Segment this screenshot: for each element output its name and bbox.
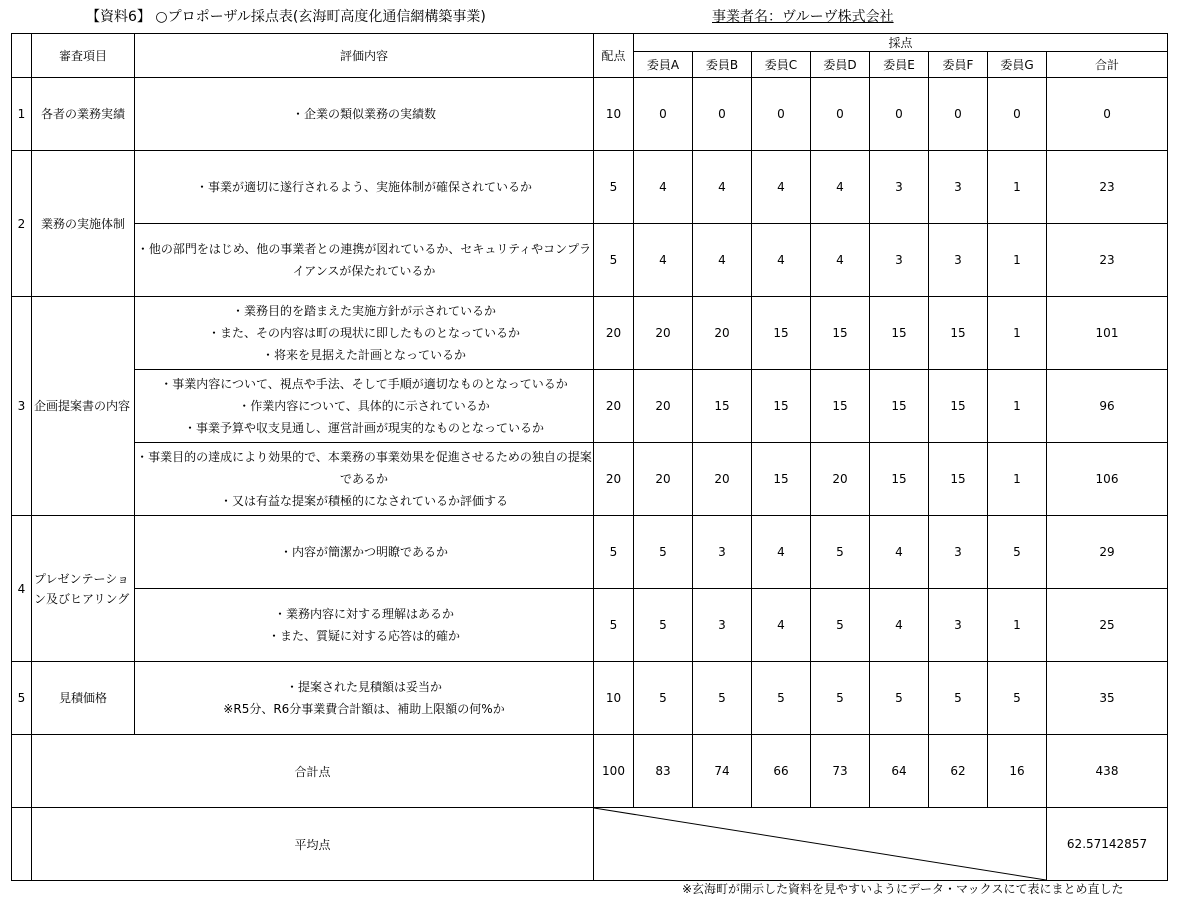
table-row [12,297,1168,370]
member-score: 0 [752,78,811,151]
member-score: 0 [693,78,752,151]
row-total: 23 [1047,151,1168,224]
max-points: 20 [594,443,634,516]
eval-content-line: ・将来を見据えた計画となっているか [261,348,466,362]
member-score: 5 [811,516,870,589]
member-score: 1 [988,589,1047,662]
member-score: 15 [811,370,870,443]
member-score: 4 [634,224,693,297]
member-score: 5 [752,662,811,735]
eval-content-line: ・また、質疑に対する応答は的確か [267,629,460,643]
review-item: 見積価格 [32,662,135,735]
eval-content [135,516,594,589]
max-points: 20 [594,370,634,443]
header-member: 委員C [752,52,811,78]
scoring-table [11,33,1168,881]
member-score: 3 [929,516,988,589]
member-score: 0 [811,78,870,151]
table-row [12,370,1168,443]
member-score: 5 [988,662,1047,735]
total-member-score: 74 [693,735,752,808]
eval-content-line: ・他の部門をはじめ、他の事業者との連携が図れているか、セキュリティやコンプライアンスが保たれているか [136,242,592,278]
diagonal-line [594,808,1046,880]
eval-content [135,78,594,151]
review-item: プレゼンテーション及びヒアリング [32,516,135,662]
header-max-points: 配点 [594,34,634,78]
eval-content-line: ・業務目的を踏まえた実施方針が示されているか [231,304,496,318]
eval-content-line: ・事業予算や収支見通し、運営計画が現実的なものとなっているか [183,421,544,435]
eval-content [135,151,594,224]
member-score: 5 [929,662,988,735]
eval-content [135,297,594,370]
member-score: 5 [988,516,1047,589]
member-score: 5 [634,662,693,735]
header-total: 合計 [1047,52,1168,78]
document-title: 【資料6】 ○プロポーザル採点表(玄海町高度化通信網構築事業) [86,9,486,25]
member-score: 5 [693,662,752,735]
header-member: 委員F [929,52,988,78]
header-scoring: 採点 [634,34,1168,52]
review-no: 2 [12,151,32,297]
member-score: 15 [752,297,811,370]
eval-content-line: ・事業が適切に遂行されるよう、実施体制が確保されているか [195,180,532,194]
eval-content-line: ・また、その内容は町の現状に即したものとなっているか [207,326,520,340]
average-label: 平均点 [32,808,594,881]
total-member-score: 83 [634,735,693,808]
member-score: 3 [693,589,752,662]
max-points: 20 [594,297,634,370]
total-member-score: 66 [752,735,811,808]
average-diagonal-cell [594,808,1047,881]
member-score: 4 [752,224,811,297]
member-score: 20 [693,297,752,370]
eval-content-line: ・又は有益な提案が積極的になされているか評価する [219,494,508,508]
member-score: 0 [634,78,693,151]
member-score: 5 [870,662,929,735]
member-score: 4 [752,589,811,662]
eval-content [135,443,594,516]
member-score: 4 [752,516,811,589]
member-score: 3 [870,151,929,224]
member-score: 15 [870,443,929,516]
row-total: 23 [1047,224,1168,297]
grand-total: 438 [1047,735,1168,808]
member-score: 15 [870,370,929,443]
member-score: 15 [929,370,988,443]
max-points: 5 [594,589,634,662]
member-score: 15 [752,443,811,516]
row-total: 29 [1047,516,1168,589]
member-score: 3 [929,151,988,224]
average-value: 62.57142857 [1047,808,1168,881]
max-points: 10 [594,78,634,151]
table-row [12,516,1168,589]
eval-content-line: ・内容が簡潔かつ明瞭であるか [279,545,448,559]
member-score: 5 [811,589,870,662]
review-no: 3 [12,297,32,516]
member-score: 20 [811,443,870,516]
max-points: 5 [594,516,634,589]
header-no [12,34,32,78]
max-points: 5 [594,151,634,224]
member-score: 20 [634,370,693,443]
eval-content-line: ・業務内容に対する理解はあるか [273,607,454,621]
header-member: 委員A [634,52,693,78]
member-score: 15 [929,443,988,516]
member-score: 4 [870,516,929,589]
member-score: 20 [693,443,752,516]
row-total: 106 [1047,443,1168,516]
total-member-score: 62 [929,735,988,808]
member-score: 15 [752,370,811,443]
member-score: 5 [811,662,870,735]
table-row [12,151,1168,224]
average-no [12,808,32,881]
company-name: 事業者名：ヴルーヴ株式会社 [712,9,894,25]
member-score: 4 [870,589,929,662]
review-item: 業務の実施体制 [32,151,135,297]
total-no [12,735,32,808]
review-no: 5 [12,662,32,735]
eval-content-line: ※R5分、R6分事業費合計額は、補助上限額の何%か [223,702,505,716]
member-score: 4 [811,224,870,297]
member-score: 15 [929,297,988,370]
total-member-score: 16 [988,735,1047,808]
member-score: 20 [634,443,693,516]
member-score: 3 [693,516,752,589]
header-row [12,34,1168,52]
eval-content [135,662,594,735]
row-total: 0 [1047,78,1168,151]
table-row [12,224,1168,297]
footnote: ※玄海町が開示した資料を見やすいようにデータ・マックスにて表にまとめ直した [682,882,1124,896]
row-total: 96 [1047,370,1168,443]
header-review-item: 審査項目 [32,34,135,78]
eval-content-line: ・作業内容について、具体的に示されているか [238,399,490,413]
header-member: 委員E [870,52,929,78]
header-member: 委員G [988,52,1047,78]
total-member-score: 64 [870,735,929,808]
member-score: 1 [988,151,1047,224]
member-score: 15 [693,370,752,443]
member-score: 15 [811,297,870,370]
total-max-points: 100 [594,735,634,808]
max-points: 5 [594,224,634,297]
header-member: 委員B [693,52,752,78]
member-score: 4 [752,151,811,224]
member-score: 5 [634,589,693,662]
member-score: 1 [988,443,1047,516]
average-row [12,808,1168,881]
member-score: 1 [988,224,1047,297]
header-eval-content: 評価内容 [135,34,594,78]
member-score: 0 [929,78,988,151]
member-score: 0 [870,78,929,151]
total-label: 合計点 [32,735,594,808]
eval-content [135,370,594,443]
review-no: 4 [12,516,32,662]
table-row [12,443,1168,516]
member-score: 5 [634,516,693,589]
total-row [12,735,1168,808]
member-score: 3 [929,224,988,297]
member-score: 4 [811,151,870,224]
member-score: 3 [929,589,988,662]
member-score: 15 [870,297,929,370]
header-member: 委員D [811,52,870,78]
member-score: 4 [634,151,693,224]
member-score: 3 [870,224,929,297]
table-row [12,662,1168,735]
member-score: 20 [634,297,693,370]
review-item: 各者の業務実績 [32,78,135,151]
total-member-score: 73 [811,735,870,808]
member-score: 1 [988,370,1047,443]
max-points: 10 [594,662,634,735]
member-score: 4 [693,224,752,297]
row-total: 35 [1047,662,1168,735]
eval-content-line: ・企業の類似業務の実績数 [291,107,436,121]
eval-content [135,224,594,297]
member-score: 4 [693,151,752,224]
member-score: 0 [988,78,1047,151]
review-no: 1 [12,78,32,151]
eval-content-line: ・事業内容について、視点や手法、そして手順が適切なものとなっているか [160,377,568,391]
eval-content-line: ・事業目的の達成により効果的で、本業務の事業効果を促進させるための独自の提案であるか [136,450,592,486]
table-row [12,589,1168,662]
member-score: 1 [988,297,1047,370]
review-item: 企画提案書の内容 [32,297,135,516]
row-total: 25 [1047,589,1168,662]
eval-content-line: ・提案された見積額は妥当か [285,680,442,694]
table-row [12,78,1168,151]
row-total: 101 [1047,297,1168,370]
eval-content [135,589,594,662]
